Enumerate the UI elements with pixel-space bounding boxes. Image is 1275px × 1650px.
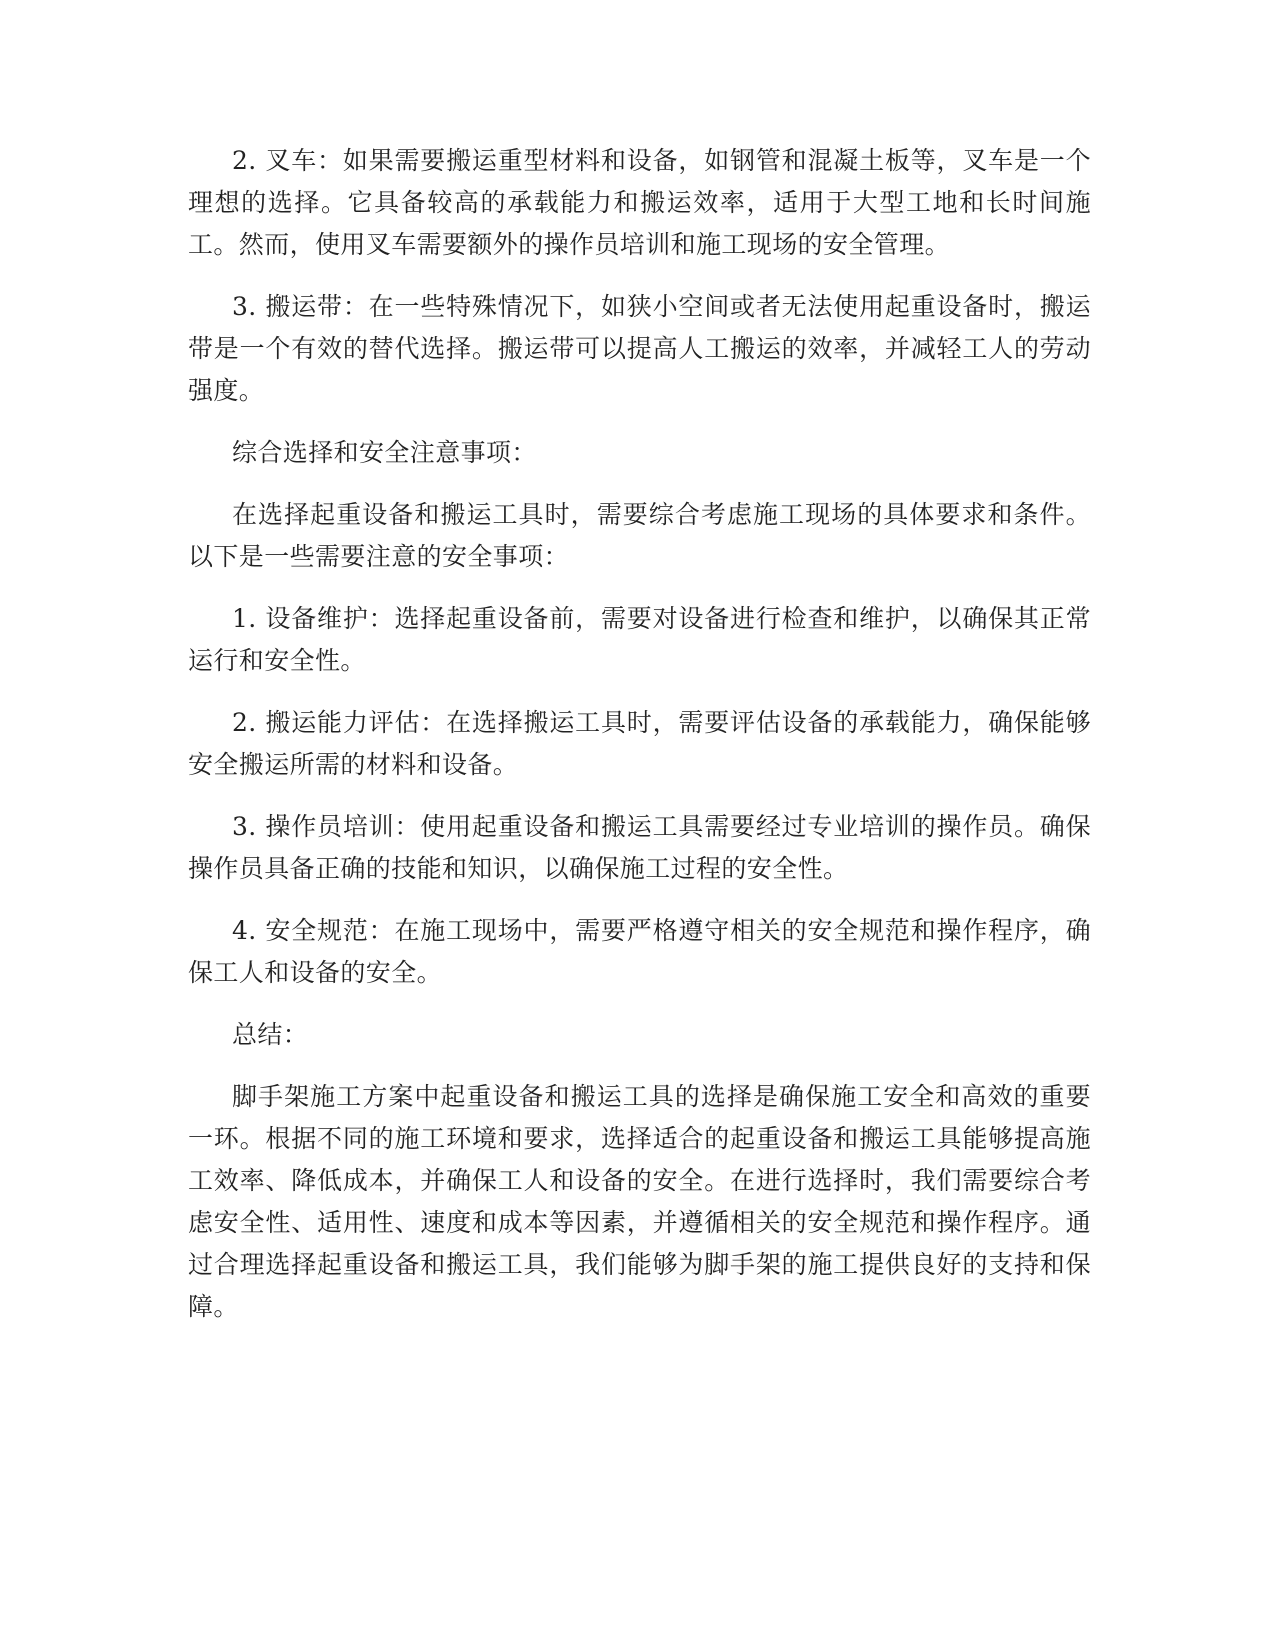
- document-body: [188, 140, 1091, 1348]
- paragraph-safety-regulations: 4. 安全规范：在施工现场中，需要严格遵守相关的安全规范和操作程序，确保工人和设备的安全。: [188, 916, 1091, 987]
- paragraph-operator-training: 3. 操作员培训：使用起重设备和搬运工具需要经过专业培训的操作员。确保操作员具备正确的技能和知识，以确保施工过程的安全性。: [188, 812, 1091, 883]
- paragraph-forklift: 2. 叉车：如果需要搬运重型材料和设备，如钢管和混凝土板等，叉车是一个理想的选择。它具备较高的承载能力和搬运效率，适用于大型工地和长时间施工。然而，使用叉车需要额外的操作员培训和施工现场的安全管理。: [188, 146, 1091, 259]
- paragraph-capacity-assessment: 2. 搬运能力评估：在选择搬运工具时，需要评估设备的承载能力，确保能够安全搬运所需的材料和设备。: [188, 708, 1091, 779]
- paragraph-carrying-strap: 3. 搬运带：在一些特殊情况下，如狭小空间或者无法使用起重设备时，搬运带是一个有效的替代选择。搬运带可以提高人工搬运的效率，并减轻工人的劳动强度。: [188, 292, 1091, 405]
- section-heading-safety: 综合选择和安全注意事项：: [232, 438, 537, 467]
- paragraph-summary: 脚手架施工方案中起重设备和搬运工具的选择是确保施工安全和高效的重要一环。根据不同的施工环境和要求，选择适合的起重设备和搬运工具能够提高施工效率、降低成本，并确保工人和设备的安全。在进行选择时，我们需要综合考虑安全性、适用性、速度和成本等因素，并遵循相关的安全规范和操作程序。通过合理选择起重设备和搬运工具，我们能够为脚手架的施工提供良好的支持和保障。: [188, 1082, 1091, 1321]
- paragraph-equipment-maintenance: 1. 设备维护：选择起重设备前，需要对设备进行检查和维护，以确保其正常运行和安全性。: [188, 604, 1091, 675]
- section-heading-summary: 总结：: [232, 1020, 309, 1049]
- paragraph-safety-intro: 在选择起重设备和搬运工具时，需要综合考虑施工现场的具体要求和条件。以下是一些需要注意的安全事项：: [188, 500, 1091, 571]
